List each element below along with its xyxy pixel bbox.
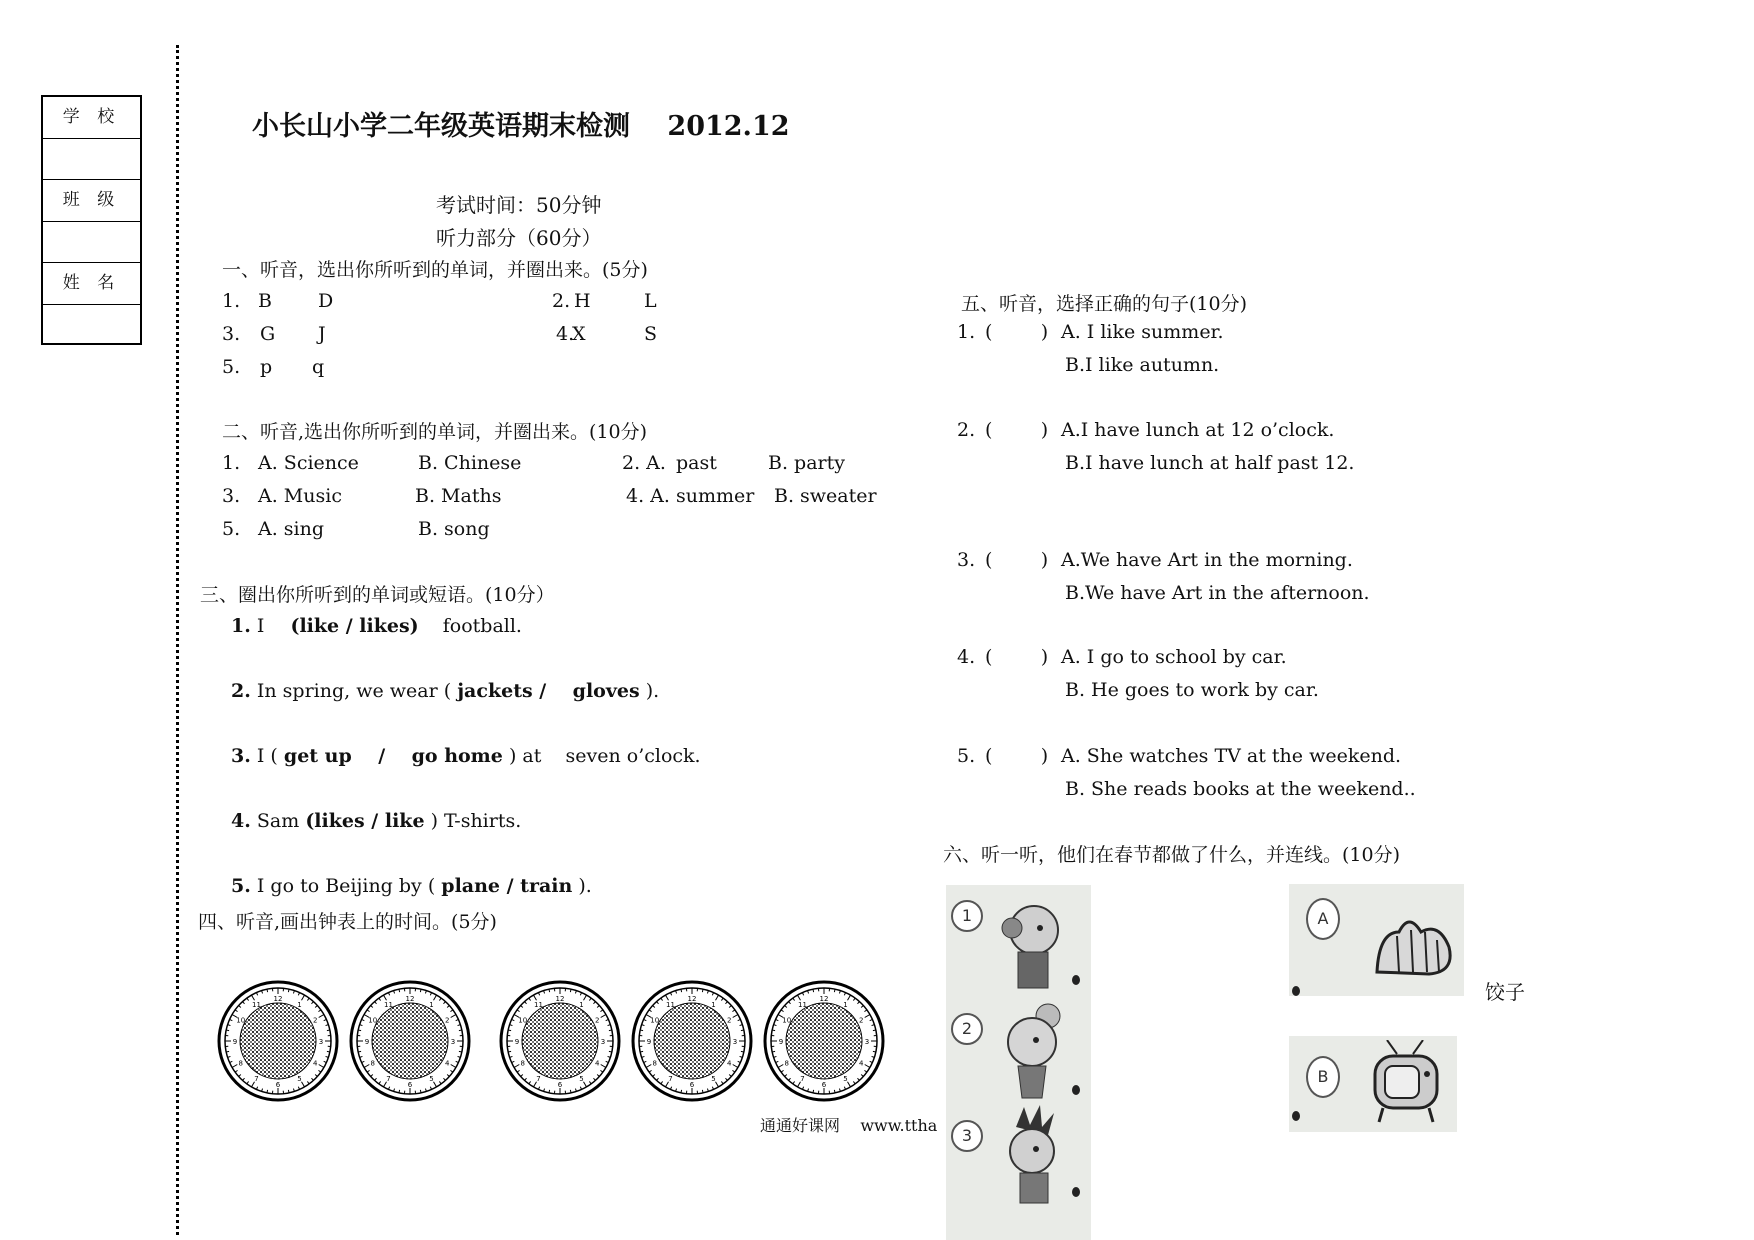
clock-number: 10: [236, 1016, 246, 1025]
option-a-sentence: A.I have lunch at 12 o’clock.: [1061, 419, 1335, 441]
clock-number: 5: [579, 1075, 584, 1084]
clock-number: 5: [429, 1075, 434, 1084]
clock-number: 11: [252, 1000, 261, 1009]
name-field[interactable]: [43, 305, 140, 347]
part1-option-a[interactable]: B: [258, 290, 272, 312]
clock-number: 8: [370, 1059, 375, 1068]
clock-number: 6: [275, 1081, 281, 1089]
part3-item: [231, 810, 521, 832]
clock-number: 2: [445, 1016, 450, 1025]
clock-number: 12: [405, 995, 415, 1003]
child-number-badge: 2: [951, 1013, 983, 1045]
part2-option-b[interactable]: B. Chinese: [418, 452, 522, 474]
clock-number: 1: [297, 1000, 302, 1009]
item-number: 5.: [957, 745, 976, 767]
clock-number: 2: [859, 1016, 864, 1025]
child-number-badge: 3: [951, 1120, 983, 1152]
answer-blank[interactable]: ( ): [985, 646, 1049, 668]
title-year: 2012.12: [667, 111, 790, 142]
part2-option-b[interactable]: B. party: [768, 452, 845, 474]
clock-number: 4: [595, 1059, 600, 1068]
child-boy-spiky-hair-illustration: [996, 1105, 1066, 1205]
item-number: 1.: [231, 615, 251, 637]
part2-item-number: 4. A.: [626, 485, 670, 507]
part1-option-a[interactable]: H: [574, 290, 591, 312]
item-number: 1.: [957, 321, 976, 343]
dumplings-picture: [1289, 884, 1464, 996]
part1-option-b[interactable]: L: [644, 290, 657, 312]
answer-blank[interactable]: ( ): [985, 745, 1049, 767]
part3-title: 三、圈出你所听到的单词或短语。(10分）: [200, 584, 555, 606]
clock-number: 3: [732, 1038, 738, 1046]
exam-time: 考试时间：50分钟: [436, 193, 602, 217]
clock-number: 6: [557, 1081, 563, 1089]
part1-option-a[interactable]: p: [260, 356, 273, 378]
television-illustration: [1369, 1040, 1449, 1128]
match-dot[interactable]: [1072, 975, 1080, 985]
part3-item: [231, 875, 592, 897]
match-dot[interactable]: [1292, 986, 1300, 996]
item-number: 3.: [231, 745, 251, 767]
clock-number: 12: [273, 995, 283, 1003]
clock-number: 6: [821, 1081, 827, 1089]
part1-option-b[interactable]: J: [318, 323, 326, 345]
item-text: Sam: [256, 810, 300, 832]
item-choice[interactable]: (likes / like: [305, 810, 425, 832]
clock-number: 11: [798, 1000, 807, 1009]
clock-number: 5: [843, 1075, 848, 1084]
clock-number: 9: [514, 1038, 520, 1046]
part1-title: 一、听音，选出你所听到的单词，并圈出来。(5分): [222, 259, 648, 281]
part6-title: 六、听一听，他们在春节都做了什么，并连线。(10分): [943, 844, 1401, 866]
option-b-sentence: B.I like autumn.: [1065, 354, 1220, 376]
page-title: [252, 104, 790, 143]
part2-option-b[interactable]: B. Maths: [415, 485, 502, 507]
student-info-box: [41, 95, 142, 345]
seal-dotted-line: [176, 45, 179, 1235]
clock-number: 8: [520, 1059, 525, 1068]
watermark: 通通好课网 www.ttha: [760, 1116, 938, 1135]
answer-blank[interactable]: ( ): [985, 321, 1049, 343]
class-field[interactable]: [43, 222, 140, 264]
item-choice[interactable]: plane / train: [441, 875, 573, 897]
item-number: 4.: [957, 646, 976, 668]
clock-number: 7: [536, 1075, 541, 1084]
part1-item-number: 3.: [222, 323, 241, 345]
clock-number: 3: [600, 1038, 606, 1046]
item-text: ).: [578, 875, 592, 897]
part2-item-number: 2. A.: [622, 452, 666, 474]
part2-option-b[interactable]: B. song: [418, 518, 490, 540]
name-label: 姓 名: [43, 263, 140, 305]
item-number: 2.: [957, 419, 976, 441]
match-dot[interactable]: [1072, 1085, 1080, 1095]
item-number: 3.: [957, 549, 976, 571]
option-letter-badge: A: [1306, 898, 1340, 940]
option-a-sentence: A. I go to school by car.: [1061, 646, 1287, 668]
clock-number: 12: [555, 995, 565, 1003]
clock-number: 12: [687, 995, 697, 1003]
match-dot[interactable]: [1072, 1187, 1080, 1197]
part2-item-number: 5.: [222, 518, 241, 540]
part2-option-a[interactable]: A. Science: [258, 452, 359, 474]
item-text: ) at seven o’clock.: [508, 745, 701, 767]
clock-number: 9: [646, 1038, 652, 1046]
blank-clock-face[interactable]: [762, 979, 886, 1103]
part2-title: 二、听音,选出你所听到的单词，并圈出来。(10分): [222, 421, 648, 443]
part3-item: [231, 745, 701, 767]
item-number: 2.: [231, 680, 251, 702]
part1-option-b[interactable]: q: [312, 356, 325, 378]
clock-number: 8: [238, 1059, 243, 1068]
answer-blank[interactable]: ( ): [985, 419, 1049, 441]
clock-number: 7: [254, 1075, 259, 1084]
clock-number: 2: [313, 1016, 318, 1025]
dumplings-label: 饺子: [1485, 980, 1525, 1004]
tv-picture: [1289, 1036, 1457, 1132]
option-b-sentence: B.I have lunch at half past 12.: [1065, 452, 1355, 474]
part1-option-b[interactable]: D: [318, 290, 334, 312]
item-choice[interactable]: jackets / gloves: [457, 680, 640, 702]
clock-number: 10: [650, 1016, 660, 1025]
option-a-sentence: A. I like summer.: [1061, 321, 1224, 343]
part2-option-a[interactable]: summer: [676, 485, 755, 507]
school-field[interactable]: [43, 139, 140, 181]
item-text: I: [256, 615, 265, 637]
clock-number: 9: [364, 1038, 370, 1046]
part1-item-number: 5.: [222, 356, 241, 378]
clock-number: 10: [782, 1016, 792, 1025]
item-text: In spring, we wear (: [256, 680, 452, 702]
part2-option-b[interactable]: B. sweater: [774, 485, 877, 507]
part2-option-a[interactable]: A. Music: [258, 485, 342, 507]
match-dot[interactable]: [1292, 1111, 1300, 1121]
part3-item: [231, 680, 659, 702]
item-number: 4.: [231, 810, 251, 832]
option-letter-badge: B: [1306, 1056, 1340, 1098]
clock-number: 4: [445, 1059, 450, 1068]
clock-number: 12: [819, 995, 829, 1003]
clock-number: 7: [668, 1075, 673, 1084]
clock-number: 9: [232, 1038, 238, 1046]
child-girl-earmuffs-illustration: [996, 890, 1066, 990]
part2-option-a[interactable]: A. sing: [258, 518, 325, 540]
clock-number: 7: [800, 1075, 805, 1084]
blank-clock-face[interactable]: [216, 979, 340, 1103]
part1-option-b[interactable]: S: [644, 323, 658, 345]
clock-number: 6: [407, 1081, 413, 1089]
part4-title: 四、听音,画出钟表上的时间。(5分): [198, 911, 497, 933]
option-b-sentence: B. She reads books at the weekend..: [1065, 778, 1416, 800]
option-b-sentence: B. He goes to work by car.: [1065, 679, 1319, 701]
part2-item-number: 1.: [222, 452, 241, 474]
clock-number: 4: [727, 1059, 732, 1068]
part1-item-number: 2.: [552, 290, 571, 312]
clock-number: 1: [579, 1000, 584, 1009]
clock-number: 7: [386, 1075, 391, 1084]
item-choice[interactable]: (like / likes): [290, 615, 419, 637]
title-text: 小长山小学二年级英语期末检测: [252, 111, 630, 142]
clock-number: 11: [666, 1000, 675, 1009]
children-picture-column: [946, 885, 1091, 1240]
clock-number: 3: [864, 1038, 870, 1046]
item-text: football.: [442, 615, 522, 637]
clock-number: 10: [368, 1016, 378, 1025]
blank-clock-face[interactable]: [498, 979, 622, 1103]
part1-item-number: 1.: [222, 290, 241, 312]
clock-number: 4: [313, 1059, 318, 1068]
blank-clock-face[interactable]: [630, 979, 754, 1103]
clock-number: 8: [784, 1059, 789, 1068]
part1-item-number: 4.: [556, 323, 575, 345]
clock-number: 4: [859, 1059, 864, 1068]
clock-number: 9: [778, 1038, 784, 1046]
part3-item: [231, 615, 522, 637]
item-text: I go to Beijing by (: [256, 875, 436, 897]
school-label: 学 校: [43, 97, 140, 139]
item-text: ).: [645, 680, 660, 702]
clock-number: 1: [711, 1000, 716, 1009]
clock-number: 6: [689, 1081, 695, 1089]
clock-number: 2: [727, 1016, 732, 1025]
clock-number: 11: [384, 1000, 393, 1009]
listening-section-title: 听力部分（60分）: [436, 226, 602, 250]
blank-clock-face[interactable]: [348, 979, 472, 1103]
part5-title: 五、听音，选择正确的句子(10分): [961, 293, 1248, 315]
item-number: 5.: [231, 875, 251, 897]
answer-blank[interactable]: ( ): [985, 549, 1049, 571]
class-label: 班 级: [43, 180, 140, 222]
clock-number: 8: [652, 1059, 657, 1068]
part2-option-a[interactable]: past: [676, 452, 717, 474]
clock-number: 1: [429, 1000, 434, 1009]
clock-number: 5: [297, 1075, 302, 1084]
option-b-sentence: B.We have Art in the afternoon.: [1065, 582, 1370, 604]
clock-number: 5: [711, 1075, 716, 1084]
clock-number: 10: [518, 1016, 528, 1025]
clock-number: 11: [534, 1000, 543, 1009]
clock-number: 2: [595, 1016, 600, 1025]
dumplings-illustration: [1369, 902, 1459, 982]
item-text: ) T-shirts.: [430, 810, 522, 832]
part2-item-number: 3.: [222, 485, 241, 507]
child-girl-bun-illustration: [996, 1000, 1066, 1100]
item-text: I (: [256, 745, 278, 767]
part1-option-a[interactable]: G: [260, 323, 276, 345]
clock-number: 1: [843, 1000, 848, 1009]
option-a-sentence: A. She watches TV at the weekend.: [1061, 745, 1402, 767]
clock-number: 3: [318, 1038, 324, 1046]
part1-option-a[interactable]: X: [572, 323, 586, 345]
child-number-badge: 1: [951, 900, 983, 932]
option-a-sentence: A.We have Art in the morning.: [1061, 549, 1353, 571]
item-choice[interactable]: get up / go home: [283, 745, 503, 767]
clock-number: 3: [450, 1038, 456, 1046]
